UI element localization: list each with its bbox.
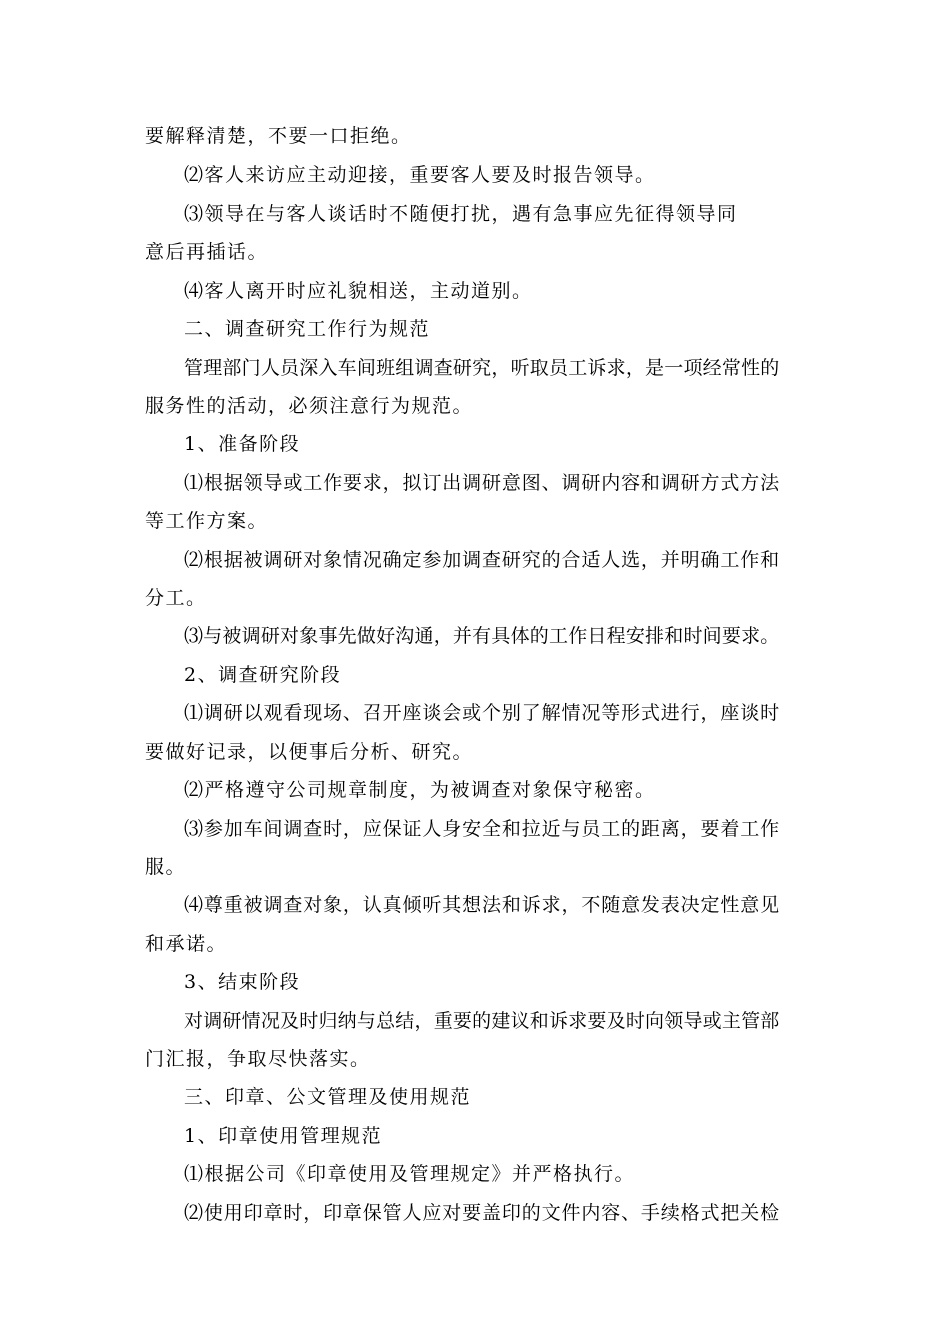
section-heading: 二、调查研究工作行为规范 — [184, 318, 431, 340]
subsection-heading: 1、印章使用管理规范 — [184, 1125, 383, 1147]
text-line: ⑶领导在与客人谈话时不随便打扰，遇有急事应先征得领导同 — [184, 203, 738, 225]
subsection-heading: 2、调查研究阶段 — [184, 664, 342, 686]
text-line: 服。 — [145, 856, 187, 878]
text-line: 意后再插话。 — [145, 241, 269, 263]
text-line: ⑷尊重被调查对象，认真倾听其想法和诉求，不随意发表决定性意见 — [184, 894, 781, 916]
text-line: ⑶与被调研对象事先做好沟通，并有具体的工作日程安排和时间要求。 — [184, 625, 780, 647]
subsection-heading: 1、准备阶段 — [184, 433, 301, 455]
text-line: 对调研情况及时归纳与总结，重要的建议和诉求要及时向领导或主管部 — [184, 1010, 780, 1032]
text-line: 服务性的活动，必须注意行为规范。 — [145, 395, 474, 417]
text-line: ⑵使用印章时，印章保管人应对要盖印的文件内容、手续格式把关检 — [184, 1202, 781, 1224]
text-line: ⑷客人离开时应礼貌相送，主动道别。 — [184, 280, 533, 302]
text-line: 等工作方案。 — [145, 510, 269, 532]
subsection-heading: 3、结束阶段 — [184, 971, 301, 993]
text-line: 管理部门人员深入车间班组调查研究，听取员工诉求，是一项经常性的 — [184, 357, 780, 379]
text-line: ⑵根据被调研对象情况确定参加调查研究的合适人选，并明确工作和 — [184, 549, 781, 571]
text-line: 要做好记录，以便事后分析、研究。 — [145, 741, 474, 763]
text-line: ⑵客人来访应主动迎接，重要客人要及时报告领导。 — [184, 164, 656, 186]
text-line: ⑴根据领导或工作要求，拟订出调研意图、调研内容和调研方式方法 — [184, 472, 781, 494]
text-line: 分工。 — [145, 587, 207, 609]
text-line: ⑶参加车间调查时，应保证人身安全和拉近与员工的距离，要着工作 — [184, 818, 781, 840]
section-heading: 三、印章、公文管理及使用规范 — [184, 1086, 472, 1108]
text-line: ⑵严格遵守公司规章制度，为被调查对象保守秘密。 — [184, 779, 656, 801]
text-line: 门汇报，争取尽快落实。 — [145, 1048, 371, 1070]
text-line: ⑴调研以观看现场、召开座谈会或个别了解情况等形式进行，座谈时 — [184, 702, 781, 724]
text-line: ⑴根据公司《印章使用及管理规定》并严格执行。 — [184, 1163, 636, 1185]
text-line: 和承诺。 — [145, 933, 228, 955]
text-line: 要解释清楚，不要一口拒绝。 — [145, 125, 412, 147]
